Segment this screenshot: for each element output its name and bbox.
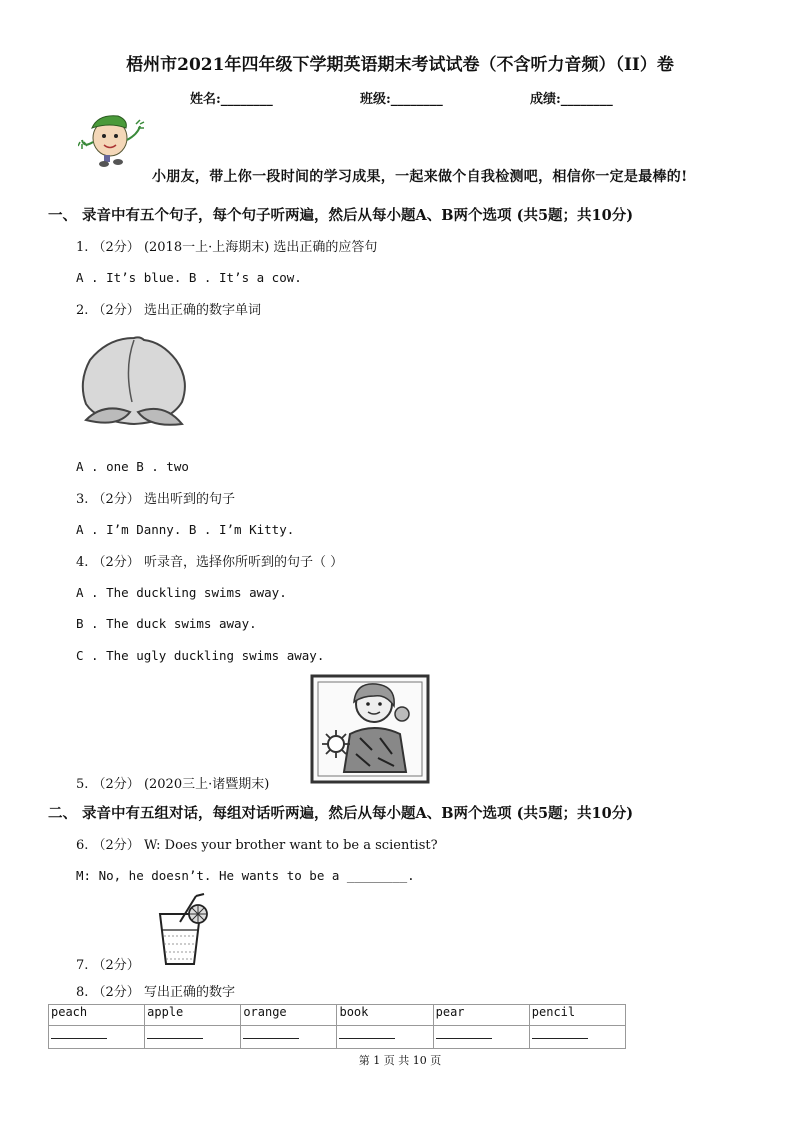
answer-blank	[147, 1038, 203, 1039]
word-cell: orange	[241, 1005, 337, 1026]
word-cell: pear	[433, 1005, 529, 1026]
question-6-dialogue: M: No, he doesn’t. He wants to be a ________.	[76, 868, 415, 883]
question-1-stem: 1. （2分） (2018一上·上海期末) 选出正确的应答句	[76, 240, 378, 255]
word-cell: apple	[145, 1005, 241, 1026]
page-title: 梧州市2021年四年级下学期英语期末考试试卷（不含听力音频）（II）卷	[126, 55, 674, 75]
question-7-stem: 7. （2分）	[76, 958, 140, 973]
class-field: 班级:________	[360, 92, 443, 107]
cartoon-mascot-icon	[78, 112, 146, 168]
question-1-options[interactable]: A . It’s blue. B . It’s a cow.	[76, 270, 302, 285]
answer-blank	[51, 1038, 107, 1039]
page-footer: 第 1 页 共 10 页	[358, 1054, 442, 1067]
answer-row	[49, 1026, 626, 1049]
word-table-header-row	[49, 1005, 626, 1026]
question-4-option-a[interactable]: A . The duckling swims away.	[76, 585, 287, 600]
question-8-stem: 8. （2分） 写出正确的数字	[76, 985, 235, 1000]
word-cell: pencil	[529, 1005, 625, 1026]
question-4-stem: 4. （2分） 听录音，选择你所听到的句子（ ）	[76, 555, 344, 570]
answer-blank	[243, 1038, 299, 1039]
question-4-option-b[interactable]: B . The duck swims away.	[76, 616, 257, 631]
question-3-options[interactable]: A . I’m Danny. B . I’m Kitty.	[76, 522, 295, 537]
answer-cell[interactable]	[49, 1026, 145, 1049]
answer-cell[interactable]	[433, 1026, 529, 1049]
juice-glass-icon	[154, 892, 210, 968]
section-1-heading: 一、 录音中有五个句子，每个句子听两遍，然后从每小题A、B两个选项 (共5题；共10分)	[48, 207, 634, 224]
question-2-stem: 2. （2分） 选出正确的数字单词	[76, 303, 261, 318]
word-cell: peach	[49, 1005, 145, 1026]
answer-cell[interactable]	[241, 1026, 337, 1049]
question-6-stem: 6. （2分） W: Does your brother want to be a scientist?	[76, 838, 438, 853]
answer-cell[interactable]	[529, 1026, 625, 1049]
question-3-stem: 3. （2分） 选出听到的句子	[76, 492, 235, 507]
question-2-options[interactable]: A . one B . two	[76, 459, 189, 474]
answer-cell[interactable]	[337, 1026, 433, 1049]
question-5-stem: 5. （2分） (2020三上·诸暨期末)	[76, 777, 270, 792]
answer-blank	[436, 1038, 492, 1039]
girl-sun-icon	[310, 674, 430, 784]
answer-blank	[339, 1038, 395, 1039]
name-field: 姓名:________	[190, 92, 273, 107]
question-4-option-c[interactable]: C . The ugly duckling swims away.	[76, 648, 325, 663]
peach-icon	[78, 332, 190, 434]
answer-cell[interactable]	[145, 1026, 241, 1049]
greeting-text: 小朋友，带上你一段时间的学习成果，一起来做个自我检测吧，相信你一定是最棒的!	[152, 169, 688, 185]
word-cell: book	[337, 1005, 433, 1026]
word-table	[48, 1004, 626, 1049]
section-2-heading: 二、 录音中有五组对话，每组对话听两遍，然后从每小题A、B两个选项 (共5题；共10分)	[48, 805, 634, 822]
answer-blank	[532, 1038, 588, 1039]
score-field: 成绩:________	[530, 92, 613, 107]
